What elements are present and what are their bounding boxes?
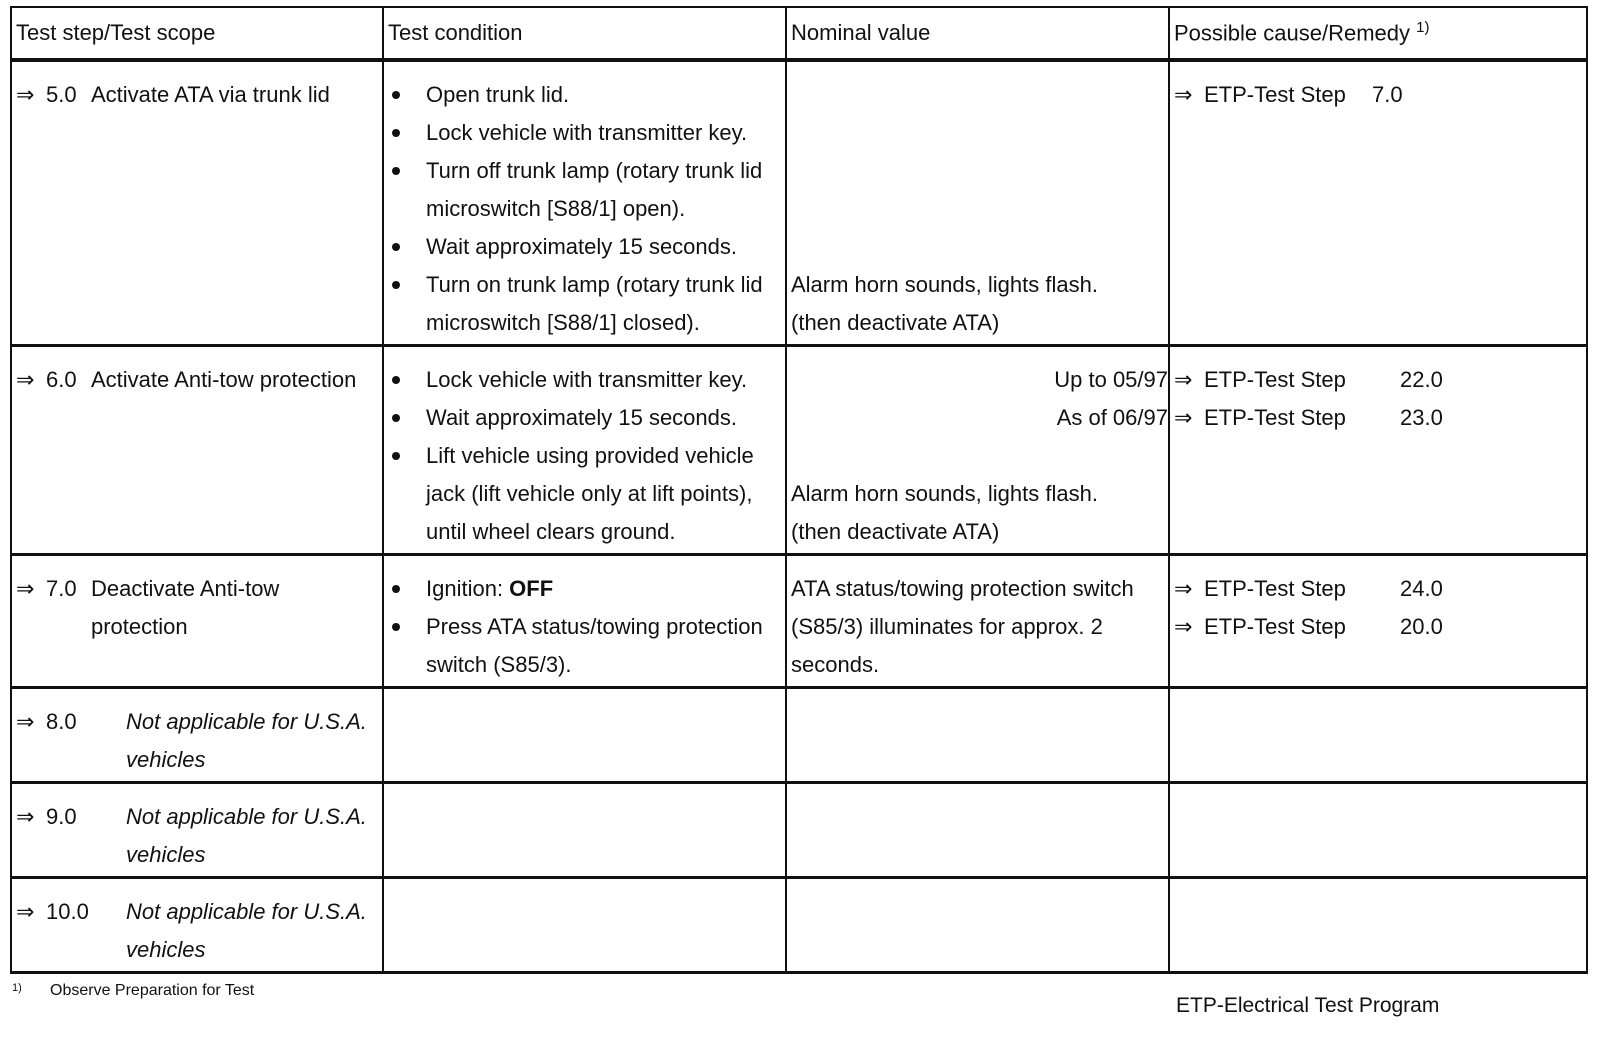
step-number: 10.0: [46, 899, 89, 924]
date-note: As of 06/97: [1056, 405, 1168, 430]
nominal-cell: [786, 555, 1169, 688]
step-number: 8.0: [46, 709, 77, 734]
nominal-text: (then deactivate ATA): [791, 519, 1000, 544]
condition-item: Lock vehicle with transmitter key.: [388, 361, 781, 399]
remedy-label: ETP-Test Step: [1204, 82, 1346, 107]
condition-item: Lift vehicle using provided vehicle jack (lift vehicle only at lift points), until wheel clears ground.: [388, 437, 781, 551]
arrow-icon: ⇒: [16, 576, 35, 601]
condition-item: Ignition: OFF: [388, 570, 781, 608]
arrow-icon: ⇒: [1174, 576, 1193, 601]
table-row-8: [11, 688, 1587, 783]
step-cell: [11, 783, 383, 878]
step-number: 5.0: [46, 82, 77, 107]
step-cell: [11, 878, 383, 973]
arrow-icon: ⇒: [16, 899, 35, 924]
remedy-label: ETP-Test Step: [1204, 405, 1346, 430]
remedy-value: 24.0: [1400, 576, 1443, 601]
arrow-icon: ⇒: [16, 367, 35, 392]
table-header-row: [11, 7, 1587, 60]
remedy-value: 20.0: [1400, 614, 1443, 639]
arrow-icon: ⇒: [1174, 614, 1193, 639]
step-number: 9.0: [46, 804, 77, 829]
header-nominal-value: Nominal value: [786, 7, 1169, 60]
condition-item: Turn on trunk lamp (rotary trunk lid microswitch [S88/1] closed).: [388, 266, 781, 342]
nominal-text: Alarm horn sounds, lights flash.: [791, 481, 1098, 506]
nominal-cell: [786, 346, 1169, 555]
step-cell: [11, 688, 383, 783]
remedy-link: [1174, 399, 1582, 437]
nominal-cell: [786, 60, 1169, 346]
step-title: Activate ATA via trunk lid: [91, 82, 330, 107]
nominal-cell: [786, 783, 1169, 878]
remedy-value: 7.0: [1372, 82, 1403, 107]
condition-cell: [383, 783, 786, 878]
remedy-link: [1174, 361, 1582, 399]
remedy-cell: [1169, 555, 1587, 688]
remedy-cell: [1169, 783, 1587, 878]
date-note: Up to 05/97: [1054, 367, 1168, 392]
header-footnote-mark: 1): [1416, 19, 1430, 37]
condition-item: Wait approximately 15 seconds.: [388, 399, 781, 437]
header-possible-cause: Possible cause/Remedy $^{1)}$: [1169, 7, 1587, 60]
step-cell: [11, 60, 383, 346]
condition-item: Press ATA status/towing protection switch (S85/3).: [388, 608, 781, 684]
remedy-cell: [1169, 688, 1587, 783]
arrow-icon: ⇒: [16, 804, 35, 829]
step-title: Activate Anti-tow protection: [91, 367, 357, 392]
header-test-condition: Test condition: [383, 7, 786, 60]
nominal-text: Alarm horn sounds, lights flash.: [791, 272, 1098, 297]
remedy-cell: [1169, 60, 1587, 346]
nominal-text: ATA status/towing protection switch (S85/3) illuminates for approx. 2 seconds.: [791, 576, 1134, 677]
step-title: Not applicable for U.S.A. vehicles: [126, 899, 367, 962]
nominal-cell: [786, 688, 1169, 783]
condition-cell: [383, 688, 786, 783]
table-row-6: [11, 346, 1587, 555]
condition-cell: [383, 346, 786, 555]
remedy-link: [1174, 76, 1582, 114]
remedy-value: 23.0: [1400, 405, 1443, 430]
remedy-value: 22.0: [1400, 367, 1443, 392]
table-row-7: [11, 555, 1587, 688]
step-number: 6.0: [46, 367, 77, 392]
remedy-cell: [1169, 346, 1587, 555]
condition-cell: [383, 878, 786, 973]
arrow-icon: ⇒: [1174, 367, 1193, 392]
condition-item: Wait approximately 15 seconds.: [388, 228, 781, 266]
remedy-label: ETP-Test Step: [1204, 614, 1346, 639]
table-row-10: [11, 878, 1587, 973]
step-title: Not applicable for U.S.A. vehicles: [126, 804, 367, 867]
header-test-step: Test step/Test scope: [11, 7, 383, 60]
condition-cell: [383, 555, 786, 688]
remedy-link: [1174, 608, 1582, 646]
footnote-text: Observe Preparation for Test: [50, 982, 255, 999]
nominal-text: (then deactivate ATA): [791, 310, 1000, 335]
condition-cell: [383, 60, 786, 346]
condition-item: Lock vehicle with transmitter key.: [388, 114, 781, 152]
arrow-icon: ⇒: [1174, 405, 1193, 430]
test-table: [10, 6, 1588, 974]
footnote: [12, 982, 254, 1000]
remedy-label: ETP-Test Step: [1204, 367, 1346, 392]
nominal-cell: [786, 878, 1169, 973]
step-title: Deactivate Anti-tow protection: [91, 576, 280, 639]
step-cell: [11, 346, 383, 555]
arrow-icon: ⇒: [1174, 82, 1193, 107]
table-row-5: [11, 60, 1587, 346]
footer-title: ETP-Electrical Test Program: [1176, 994, 1440, 1017]
arrow-icon: ⇒: [16, 82, 35, 107]
condition-item: Open trunk lid.: [388, 76, 781, 114]
remedy-label: ETP-Test Step: [1204, 576, 1346, 601]
document-page: [10, 6, 1586, 974]
step-cell: [11, 555, 383, 688]
remedy-link: [1174, 570, 1582, 608]
arrow-icon: ⇒: [16, 709, 35, 734]
footnote-mark: 1): [12, 982, 22, 994]
step-number: 7.0: [46, 576, 77, 601]
table-row-9: [11, 783, 1587, 878]
step-title: Not applicable for U.S.A. vehicles: [126, 709, 367, 772]
remedy-cell: [1169, 878, 1587, 973]
condition-item: Turn off trunk lamp (rotary trunk lid microswitch [S88/1] open).: [388, 152, 781, 228]
